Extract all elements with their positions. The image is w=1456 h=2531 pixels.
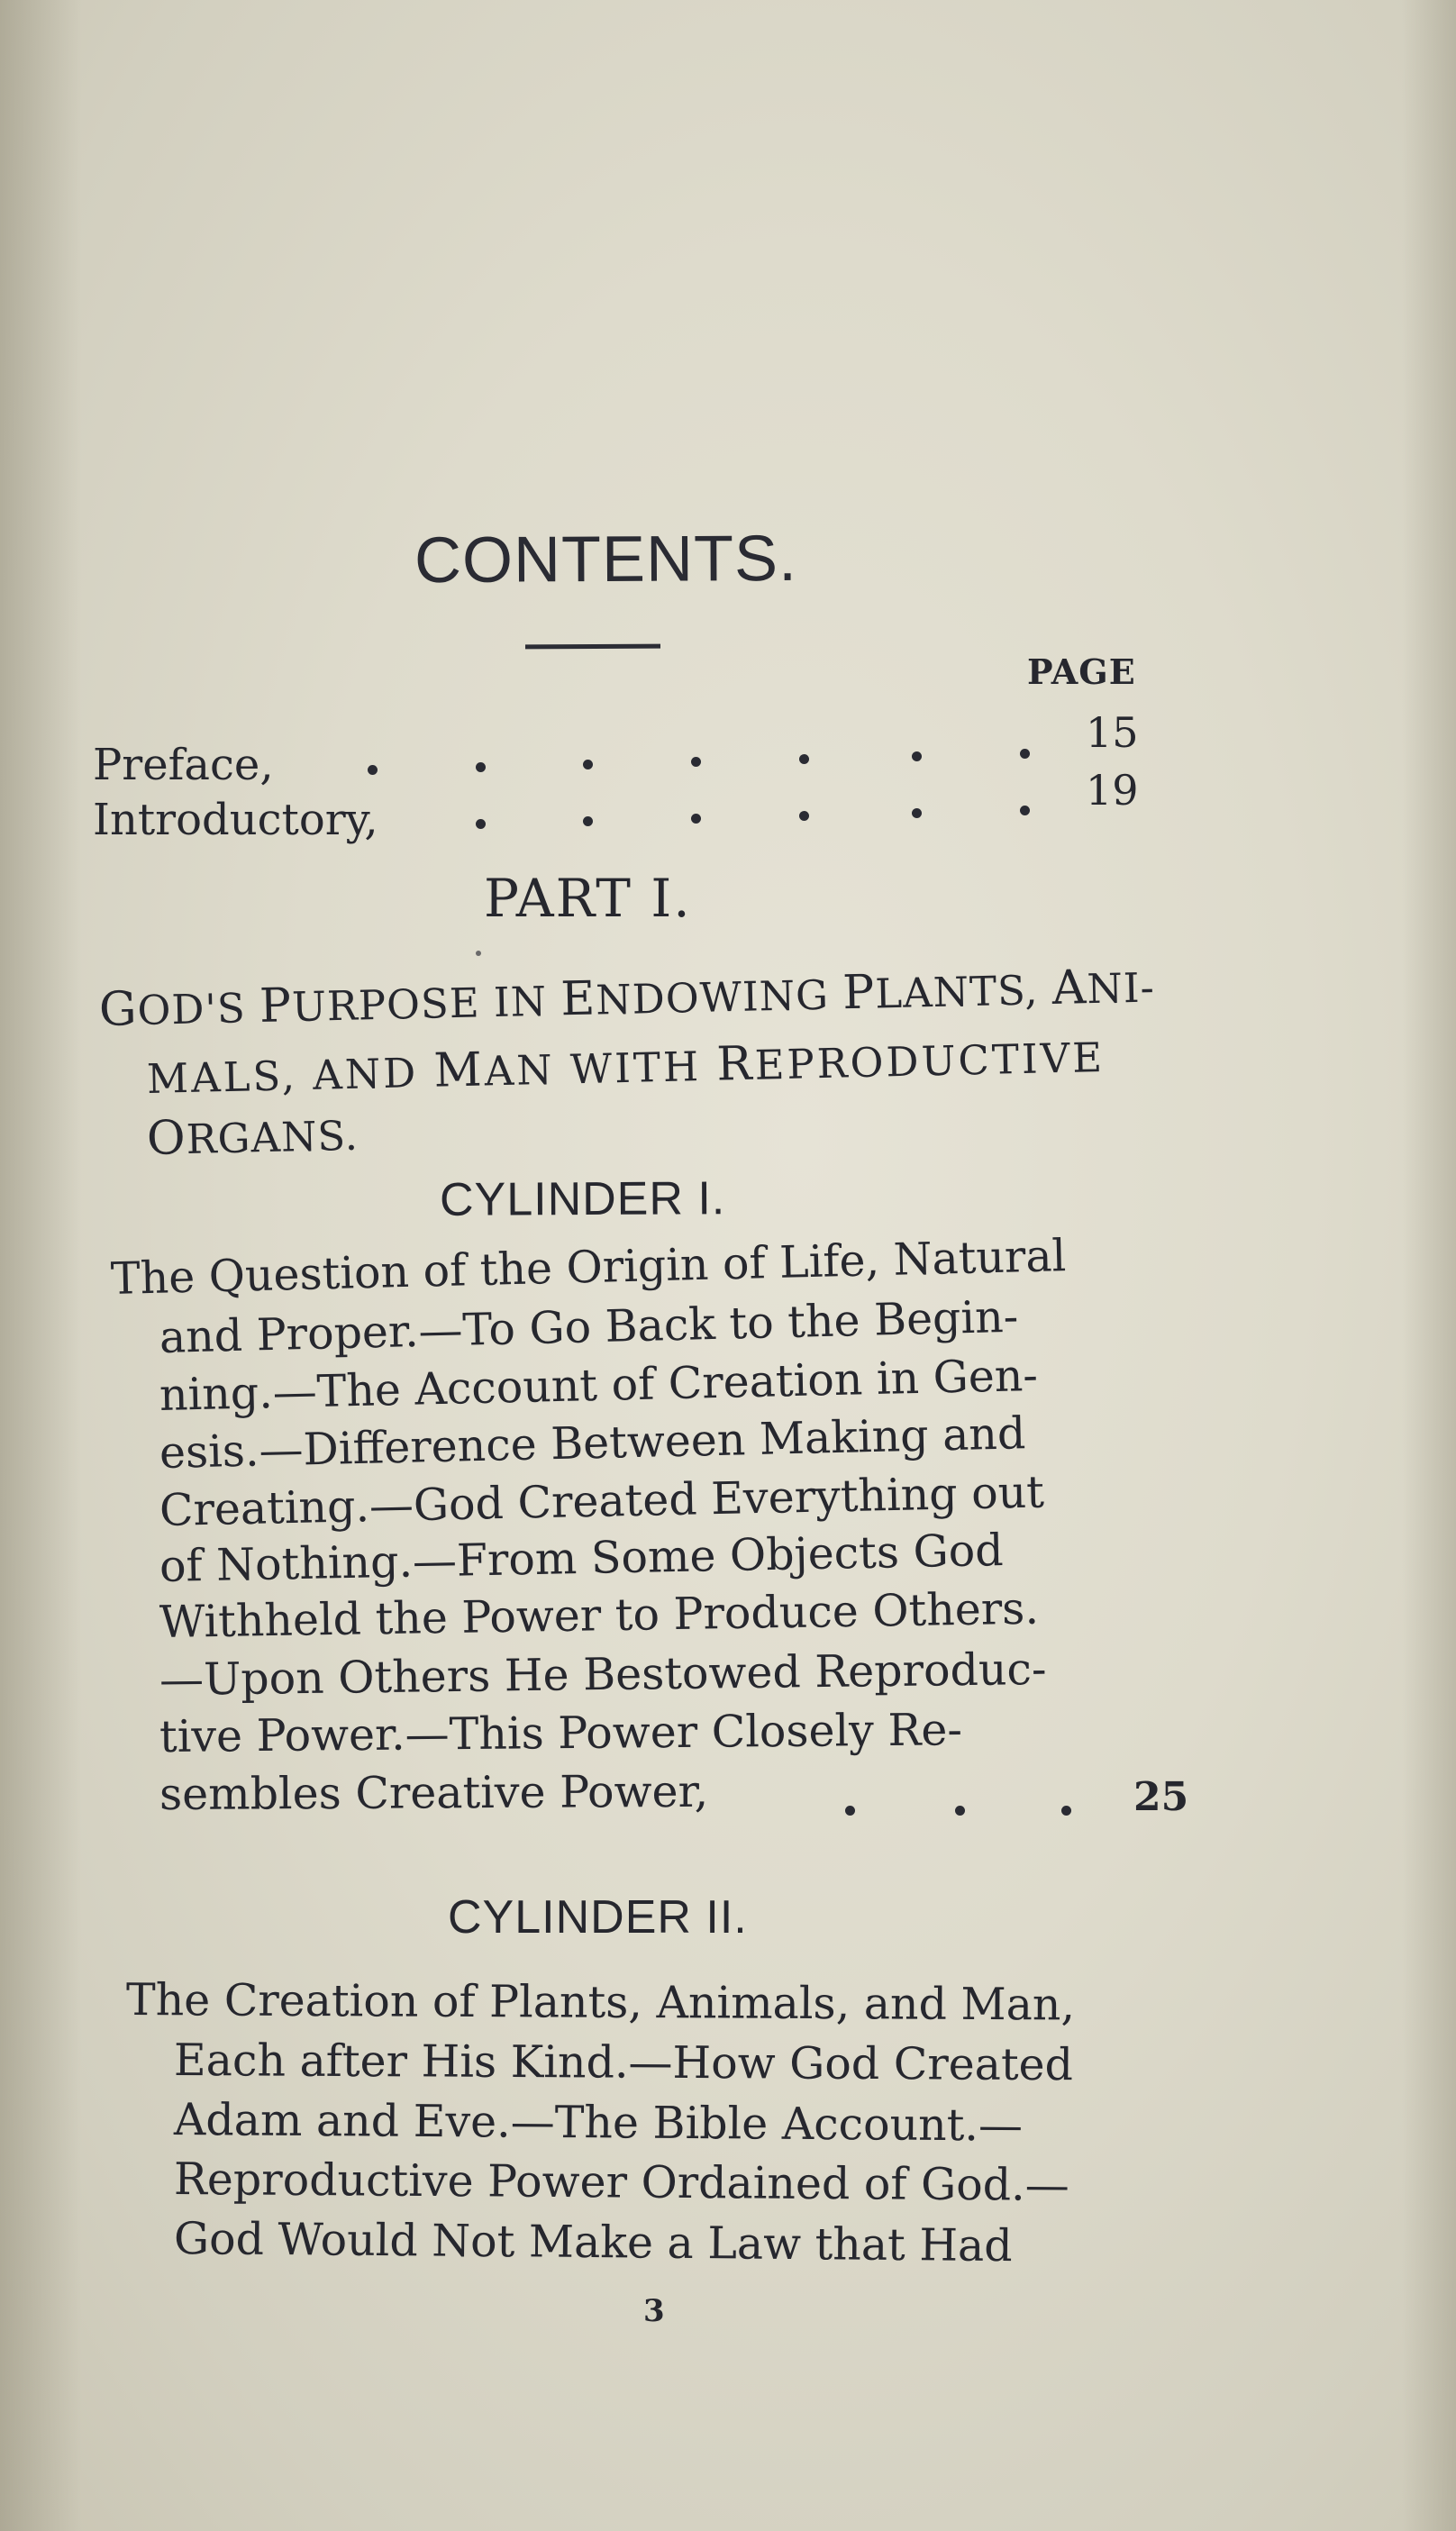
toc-entry-label: Preface,: [93, 740, 274, 790]
ink-speck: [476, 951, 481, 956]
leader-dot: [476, 819, 486, 829]
contents-line: Creating.—God Created Everything out: [159, 1466, 1045, 1536]
toc-entry-introductory: [0, 766, 1456, 852]
leader-dot: [799, 811, 809, 821]
leader-dot: [912, 751, 922, 761]
contents-line: The Question of the Origin of Life, Natural: [110, 1230, 1067, 1305]
contents-line: The Creation of Plants, Animals, and Man,: [125, 1974, 1076, 2031]
leader-dot: [583, 760, 593, 769]
part-heading: PART I.: [484, 868, 692, 929]
cylinder-heading: CYLINDER II.: [448, 1891, 748, 1944]
contents-line: and Proper.—To Go Back to the Begin-: [159, 1290, 1019, 1363]
leader-dot: [912, 808, 922, 818]
page-column-label: PAGE: [1027, 651, 1136, 692]
contents-line: Withheld the Power to Produce Others.: [159, 1582, 1040, 1648]
page-title: CONTENTS.: [414, 522, 798, 597]
contents-line: sembles Creative Power,: [159, 1765, 709, 1820]
toc-page-number: 19: [1086, 766, 1139, 815]
leader-dot: [691, 757, 701, 767]
cylinder-heading: CYLINDER I.: [439, 1172, 726, 1226]
leader-dot: [583, 816, 593, 826]
title-rule: [525, 644, 660, 650]
leader-dot: [691, 814, 701, 824]
contents-line: Reproductive Power Ordained of God.—: [173, 2153, 1069, 2211]
part-subtitle-line: GOD'S PURPOSE IN ENDOWING PLANTS, ANI-: [98, 961, 1156, 1037]
leader-dot: [845, 1806, 855, 1816]
contents-line: tive Power.—This Power Closely Re-: [159, 1704, 963, 1762]
contents-line: Each after His Kind.—How God Created: [173, 2035, 1074, 2091]
toc-entry-preface: [0, 708, 1456, 797]
toc-page-number: 15: [1086, 708, 1139, 757]
part-subtitle-line: MALS, AND MAN WITH REPRODUCTIVE: [146, 1033, 1106, 1103]
contents-line: Adam and Eve.—The Bible Account.—: [173, 2094, 1024, 2152]
part-subtitle-line: ORGANS.: [146, 1111, 359, 1166]
leader-dot: [1020, 749, 1030, 759]
contents-line: ning.—The Account of Creation in Gen-: [159, 1349, 1039, 1421]
leader-dot: [955, 1806, 965, 1816]
leader-dot: [1061, 1806, 1071, 1816]
contents-line: —Upon Others He Bestowed Reproduc-: [159, 1643, 1047, 1706]
leader-dot: [368, 765, 378, 775]
contents-line: esis.—Difference Between Making and: [159, 1407, 1026, 1479]
contents-line: of Nothing.—From Some Objects God: [159, 1525, 1005, 1592]
toc-entry-label: Introductory,: [93, 795, 378, 845]
page-folio: 3: [643, 2293, 665, 2329]
toc-page-number: 25: [1133, 1774, 1189, 1820]
leader-dot: [799, 754, 809, 764]
leader-dot: [476, 762, 486, 772]
leader-dot: [1020, 806, 1030, 815]
contents-line: God Would Not Make a Law that Had: [173, 2213, 1013, 2272]
